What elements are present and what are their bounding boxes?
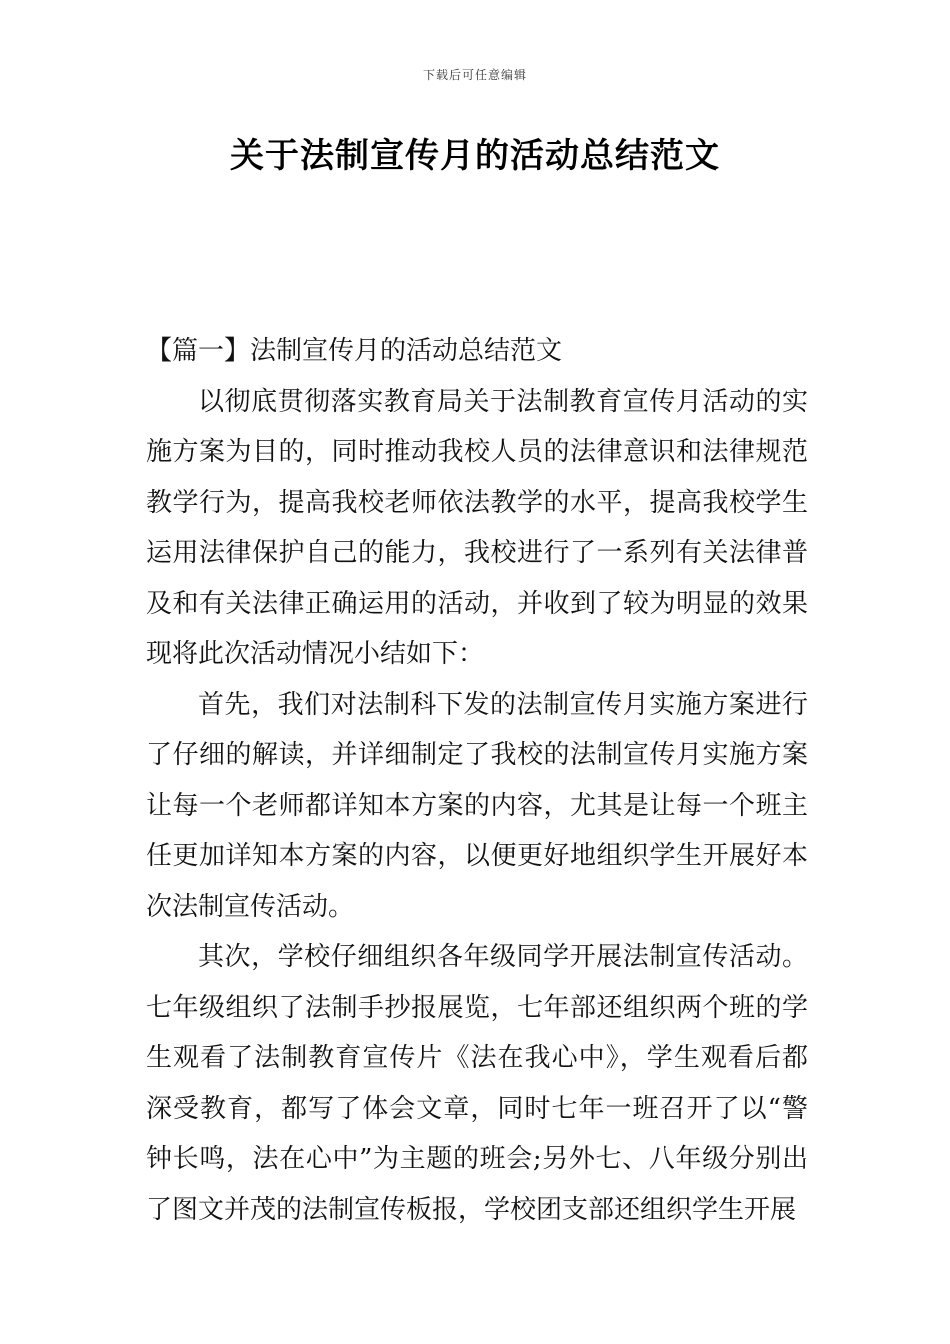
document-title: 关于法制宣传月的活动总结范文 xyxy=(230,136,720,176)
header-note: 下载后可任意编辑 xyxy=(422,68,527,82)
section-heading: 【篇一】法制宣传月的活动总结范文 xyxy=(146,336,563,366)
paragraph-3: 其次，学校仔细组织各年级同学开展法制宣传活动。七年级组织了法制手抄报展览，七年部还组织两个班的学生观看了法制教育宣传片《法在我心中》，学生观看后都深受教育，都写了体会文章，同时七年一班召开了以“警钟长鸣，法在心中”为主题的班会;另外七、八年级分别出了图文并茂的法制宣传板报，学校团支部还组织学生开展 xyxy=(146,942,808,1225)
document-body xyxy=(146,326,808,1235)
paragraph-1: 以彻底贯彻落实教育局关于法制教育宣传月活动的实施方案为目的，同时推动我校人员的法律意识和法律规范教学行为，提高我校老师依法教学的水平，提高我校学生运用法律保护自己的能力，我校进行了一系列有关法律普及和有关法律正确运用的活动，并收到了较为明显的效果现将此次活动情况小结如下： xyxy=(146,386,808,669)
paragraph-2: 首先，我们对法制科下发的法制宣传月实施方案进行了仔细的解读，并详细制定了我校的法制宣传月实施方案让每一个老师都详知本方案的内容，尤其是让每一个班主任更加详知本方案的内容，以便更好地组织学生开展好本次法制宣传活动。 xyxy=(146,689,808,922)
